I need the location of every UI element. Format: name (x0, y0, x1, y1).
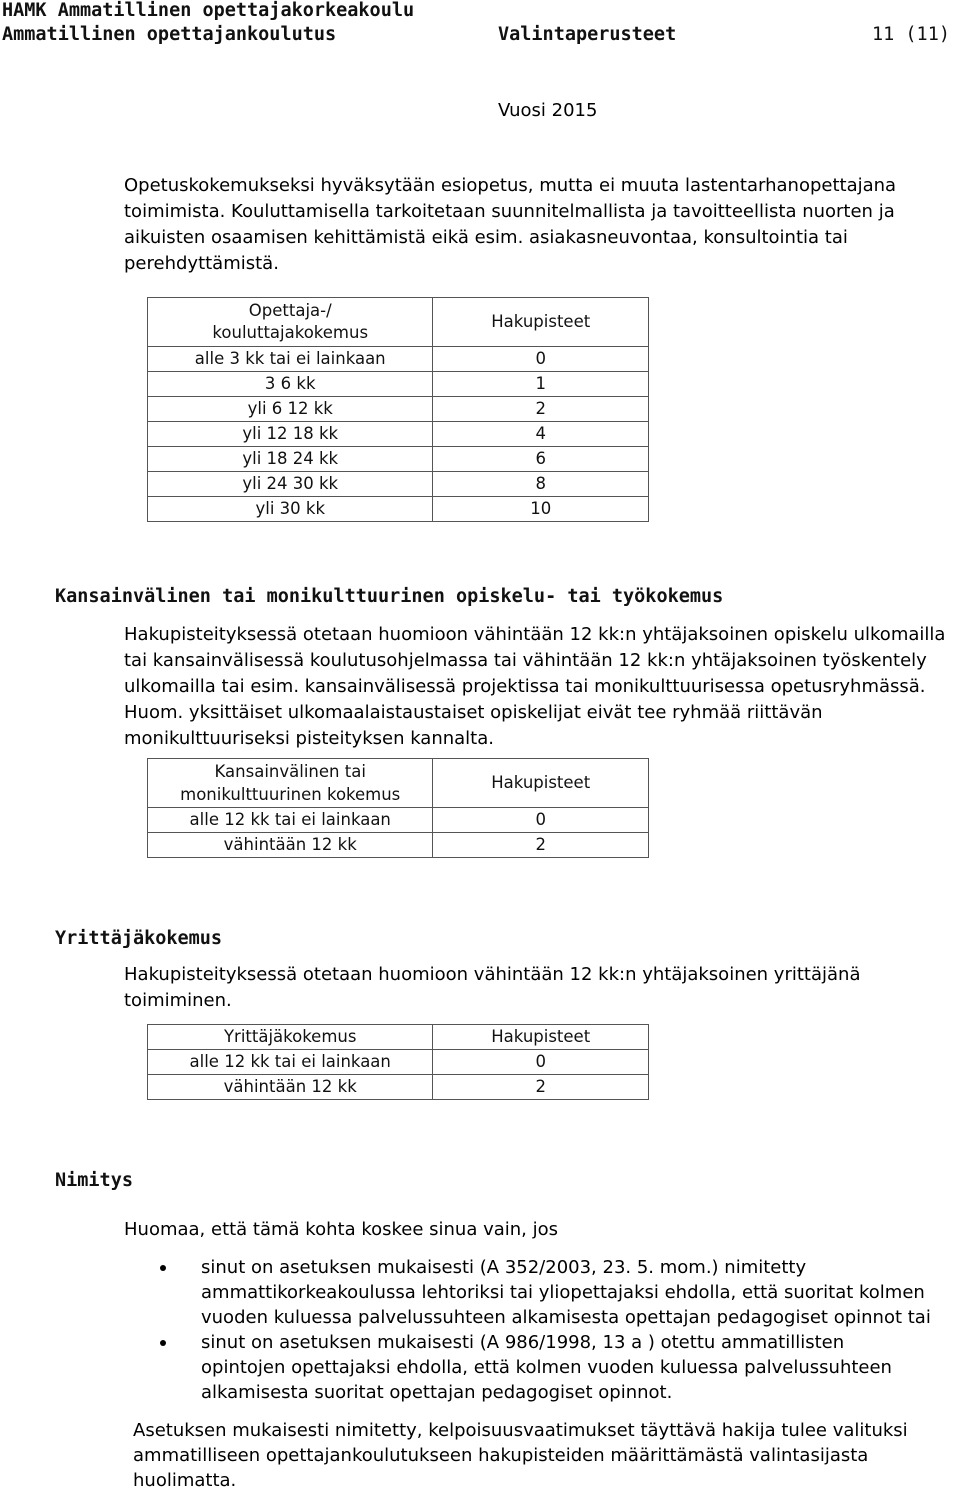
appointment-note: Huomaa, että tämä kohta koskee sinua vain, jos (124, 1219, 559, 1240)
text-line: tai kansainvälisessä koulutusohjelmassa tai vähintään 12 kk:n yhtäjaksoinen työskentely (124, 650, 927, 671)
text-line: Huom. yksittäiset ulkomaalaistaustaiset opiskelijat eivät tee ryhmää riittävän (124, 702, 823, 723)
appointment-conditions-list (160, 1255, 950, 1405)
experience-cell: alle 12 kk tai ei lainkaan (148, 1050, 433, 1075)
text-line: ulkomailla tai esim. kansainvälisessä projektissa tai monikulttuurisessa opetusryhmässä. (124, 676, 926, 697)
experience-cell: alle 3 kk tai ei lainkaan (148, 347, 433, 372)
points-cell: 0 (433, 1050, 649, 1075)
points-cell: 10 (433, 497, 649, 522)
teaching-experience-table (147, 297, 649, 522)
institution-name: HAMK Ammatillinen opettajakorkeakoulu (2, 0, 415, 21)
table-header-row (148, 298, 649, 347)
experience-cell: yli 18 24 kk (148, 447, 433, 472)
column-header-experience: Opettaja-/ kouluttajakokemus (148, 298, 433, 347)
section-heading-appointment: Nimitys (55, 1170, 133, 1191)
text-line: perehdyttämistä. (124, 253, 279, 274)
intro-paragraph (124, 173, 954, 277)
column-header-experience: Kansainvälinen tai monikulttuurinen kokemus (148, 759, 433, 808)
experience-cell: yli 24 30 kk (148, 472, 433, 497)
bullet-icon (160, 1340, 166, 1346)
experience-cell: yli 30 kk (148, 497, 433, 522)
table-row (148, 422, 649, 447)
experience-cell: yli 6 12 kk (148, 397, 433, 422)
experience-cell: yli 12 18 kk (148, 422, 433, 447)
table-row (148, 447, 649, 472)
international-paragraph (124, 622, 954, 752)
year: Vuosi 2015 (498, 100, 598, 121)
text-line: huolimatta. (133, 1470, 237, 1491)
column-header-points: Hakupisteet (433, 1025, 649, 1050)
table-row (148, 472, 649, 497)
table-row (148, 497, 649, 522)
table-row (148, 1075, 649, 1100)
points-cell: 2 (433, 397, 649, 422)
table-row (148, 808, 649, 833)
experience-cell: vähintään 12 kk (148, 1075, 433, 1100)
table-row (148, 372, 649, 397)
document-title: Valintaperusteet (498, 24, 677, 45)
international-experience-table (147, 758, 649, 858)
table-row (148, 1050, 649, 1075)
text-line: ammatilliseen opettajankoulutukseen hakupisteiden määrittämästä valintasijasta (133, 1445, 869, 1466)
points-cell: 6 (433, 447, 649, 472)
text-line: monikulttuuriseksi pisteityksen kannalta. (124, 728, 494, 749)
column-header-experience: Yrittäjäkokemus (148, 1025, 433, 1050)
text-line: Hakupisteityksessä otetaan huomioon vähintään 12 kk:n yhtäjaksoinen yrittäjänä (124, 964, 861, 985)
points-cell: 2 (433, 833, 649, 858)
points-cell: 0 (433, 808, 649, 833)
experience-cell: vähintään 12 kk (148, 833, 433, 858)
table-row (148, 397, 649, 422)
table-header-row (148, 1025, 649, 1050)
bullet-icon (160, 1265, 166, 1271)
text-line: Asetuksen mukaisesti nimitetty, kelpoisuusvaatimukset täyttävä hakija tulee valituksi (133, 1420, 908, 1441)
experience-cell: 3 6 kk (148, 372, 433, 397)
program-name: Ammatillinen opettajankoulutus (2, 24, 337, 45)
column-header-points: Hakupisteet (433, 298, 649, 347)
page-number: 11 (11) (872, 24, 950, 45)
list-item: sinut on asetuksen mukaisesti (A 986/1998, 13 a ) otettu ammatillisten opintojen opettajaksi ehdolla, että kolmen vuoden kuluessa palvelussuhteen alkamisesta suoritat opettajan pedagogiset opinnot. (160, 1330, 950, 1405)
table-header-row (148, 759, 649, 808)
closing-paragraph (133, 1418, 960, 1493)
text-line: aikuisten osaamisen kehittämistä eikä esim. asiakasneuvontaa, konsultointia tai (124, 227, 848, 248)
text-line: toimimista. Kouluttamisella tarkoitetaan suunnitelmallista ja tavoitteellista nuorten ja (124, 201, 895, 222)
points-cell: 8 (433, 472, 649, 497)
experience-cell: alle 12 kk tai ei lainkaan (148, 808, 433, 833)
table-row (148, 347, 649, 372)
section-heading-international: Kansainvälinen tai monikulttuurinen opiskelu- tai työkokemus (55, 586, 724, 607)
points-cell: 4 (433, 422, 649, 447)
column-header-points: Hakupisteet (433, 759, 649, 808)
list-item: sinut on asetuksen mukaisesti (A 352/2003, 23. 5. mom.) nimitetty ammattikorkeakoulussa lehtoriksi tai yliopettajaksi ehdolla, että suoritat kolmen vuoden kuluessa palvelussuhteen alkamisesta opettajan pedagogiset opinnot tai (160, 1255, 950, 1330)
text-line: toimiminen. (124, 990, 232, 1011)
section-heading-entrepreneur: Yrittäjäkokemus (55, 928, 223, 949)
text-line: Opetuskokemukseksi hyväksytään esiopetus, mutta ei muuta lastentarhanopettajana (124, 175, 897, 196)
points-cell: 2 (433, 1075, 649, 1100)
points-cell: 0 (433, 347, 649, 372)
text-line: Hakupisteityksessä otetaan huomioon vähintään 12 kk:n yhtäjaksoinen opiskelu ulkomailla (124, 624, 946, 645)
entrepreneur-experience-table (147, 1024, 649, 1100)
points-cell: 1 (433, 372, 649, 397)
table-row (148, 833, 649, 858)
entrepreneur-paragraph (124, 962, 954, 1014)
